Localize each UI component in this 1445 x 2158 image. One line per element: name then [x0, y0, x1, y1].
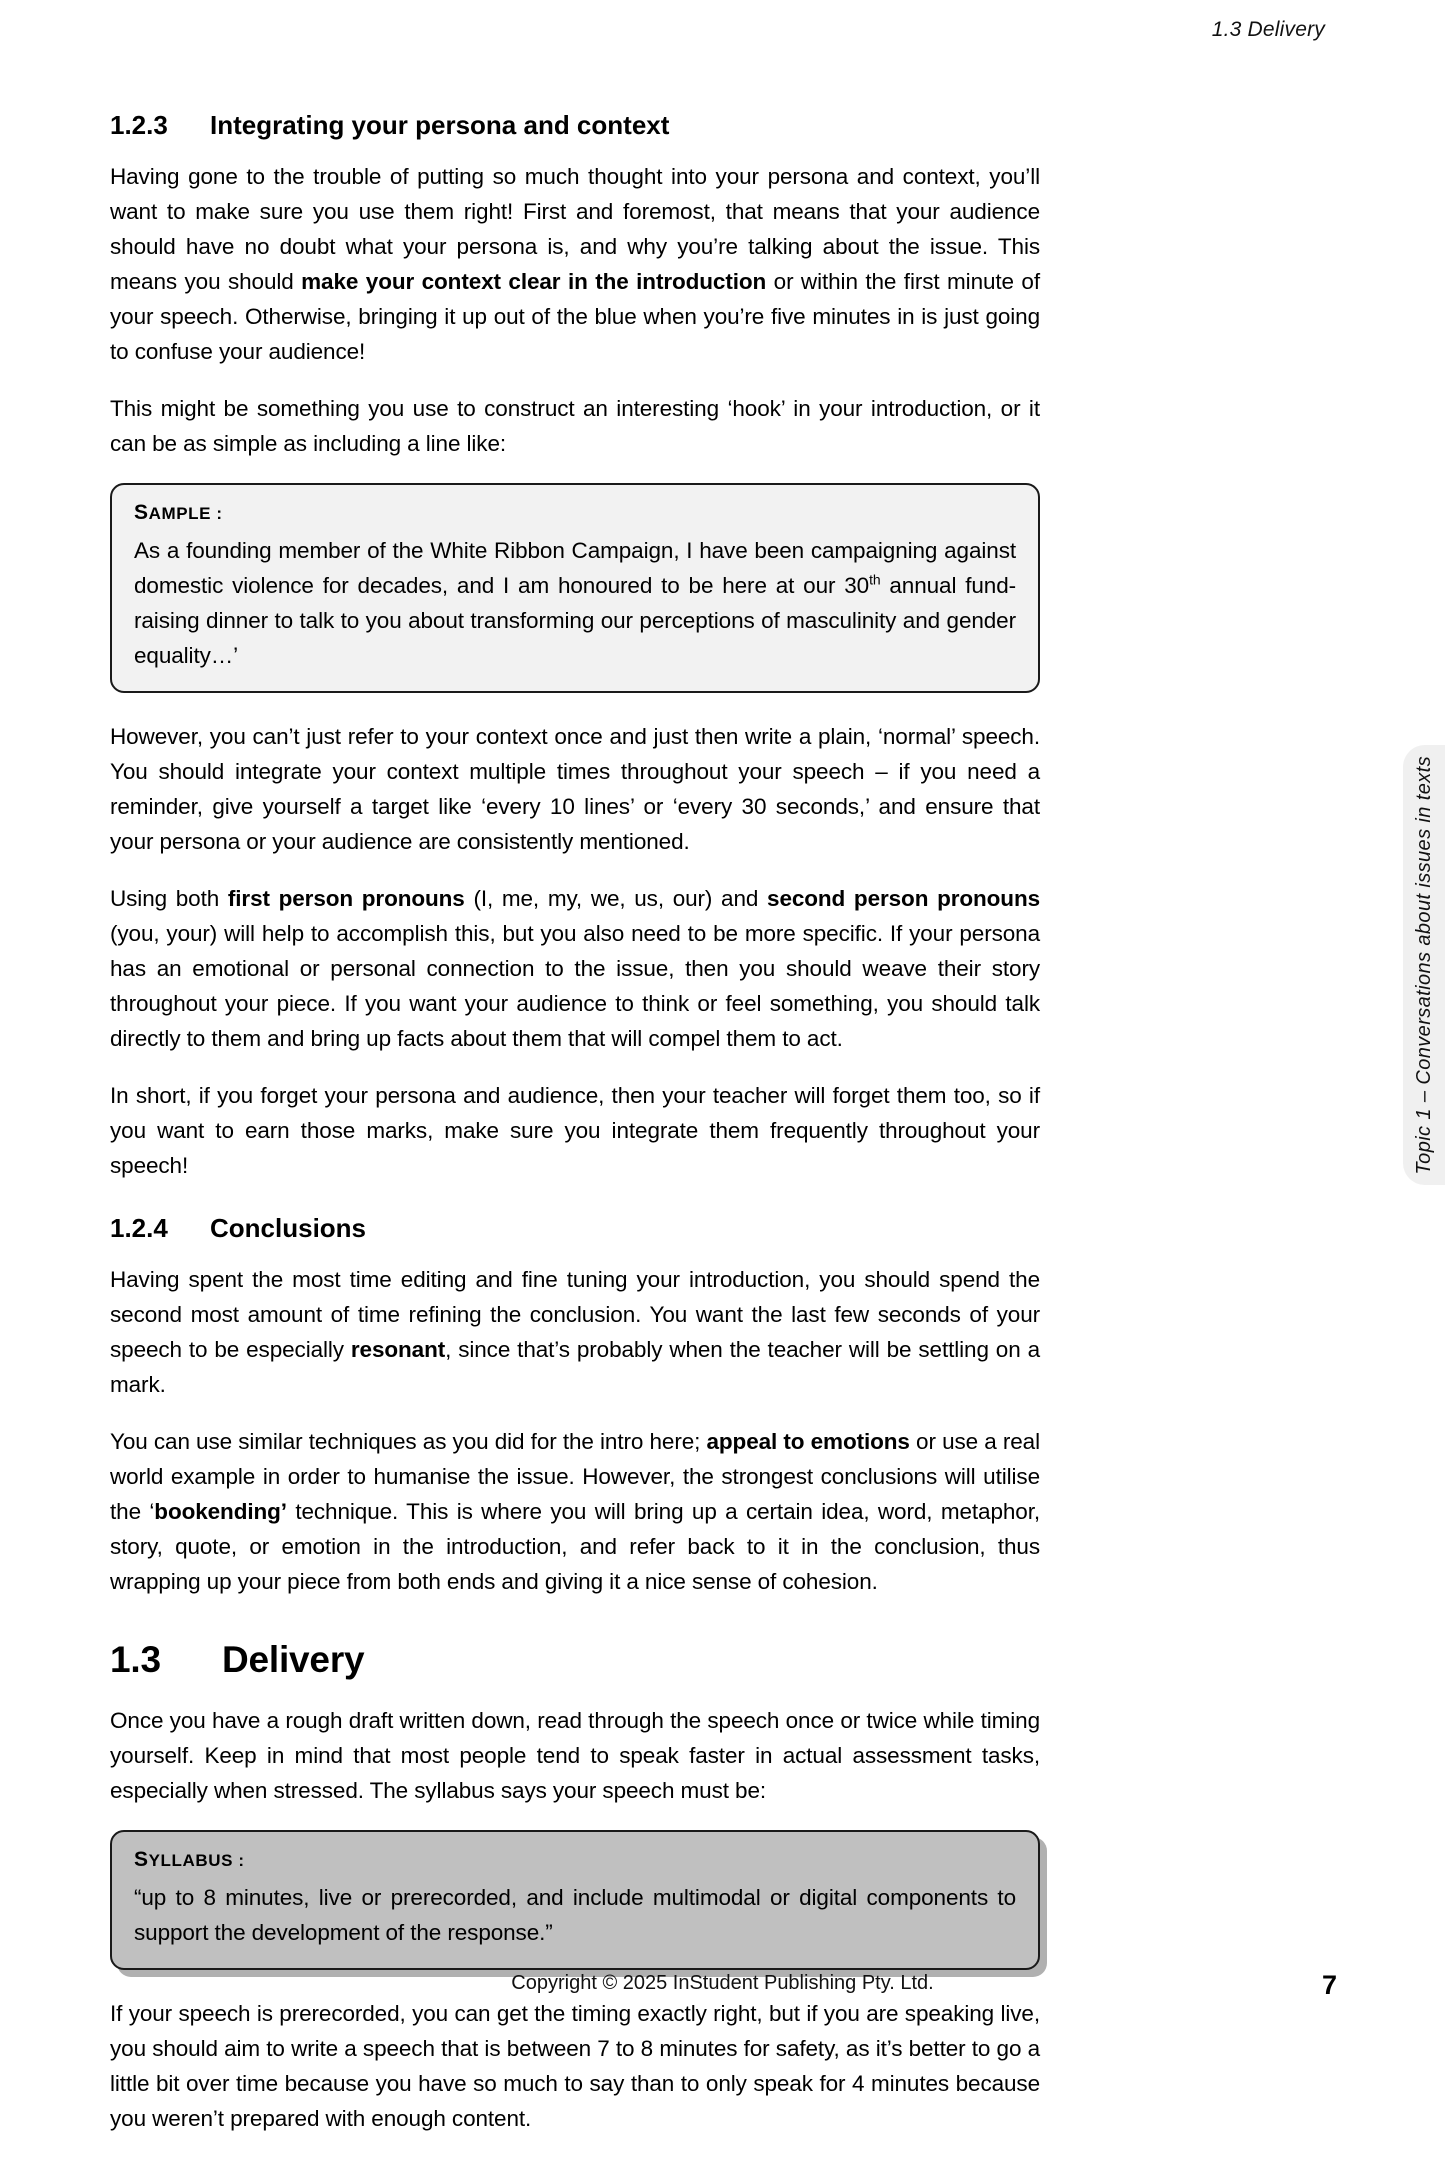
- topic-side-tab-label: Topic 1 – Conversations about issues in texts: [1412, 755, 1435, 1175]
- paragraph-123-5: In short, if you forget your persona and audience, then your teacher will forget them too, so if you want to earn those marks, make sure you integrate them frequently throughout your speech!: [110, 1083, 1040, 1178]
- page-number: 7: [1321, 1970, 1337, 2000]
- callout-sample-label-rest: AMPLE :: [148, 504, 223, 523]
- text-run: Having spent the most time editing and fine tuning your introduction, you should spend the second most amount of time refining the conclusion. You want the last few seconds of your speech to be especially: [110, 1267, 1040, 1362]
- callout-sample-label-cap: S: [134, 501, 149, 524]
- heading-1-3-title: Delivery: [222, 1639, 365, 1680]
- text-run: (I, me, my, we, us, our) and: [464, 886, 768, 911]
- paragraph-123-3: However, you can’t just refer to your context once and just then write a plain, ‘normal’ speech. You should integrate your context multiple times throughout your speech – if you need a reminder, give yourself a target like ‘every 10 lines’ or ‘every 30 seconds,’ and ensure that your persona or your audience are consistently mentioned.: [110, 724, 1040, 854]
- paragraph-123-1: [110, 159, 1040, 369]
- bold-run: second person pronouns: [767, 886, 1041, 911]
- text-run: Having gone to the trouble of putting so much thought into your persona and context, you’ll want to make sure you use them right! First and foremost, that means that your audience should have no doubt what your persona is, and why you’re talking about the issue. This means you should: [110, 164, 1040, 294]
- paragraph-124-2: [110, 1424, 1040, 1599]
- heading-1-3-number: 1.3: [110, 1639, 161, 1680]
- paragraph-13-1: Once you have a rough draft written down, read through the speech once or twice while timing yourself. Keep in mind that most people tend to speak faster in actual assessment tasks, especially when stressed. The syllabus says your speech must be:: [110, 1708, 1040, 1803]
- text-run: As a founding member of the White Ribbon Campaign, I have been campaigning against domestic violence for decades, and I am honoured to be here at our 30: [134, 538, 1016, 598]
- callout-syllabus-label-cap: S: [134, 1848, 149, 1871]
- paragraph-13-2: If your speech is prerecorded, you can get the timing exactly right, but if you are speaking live, you should aim to write a speech that is between 7 to 8 minutes for safety, as it’s better to go a little bit over time because you have so much to say than to only speak for 4 minutes because you weren’t prepared with enough content.: [110, 2001, 1040, 2131]
- superscript-ordinal: th: [869, 571, 881, 588]
- paragraph-123-4: [110, 881, 1040, 1056]
- bold-run: appeal to emotions: [706, 1429, 910, 1454]
- page-content: [110, 80, 1040, 2158]
- heading-1-2-3-number: 1.2.3: [110, 110, 168, 140]
- heading-1-2-3: [110, 110, 1040, 141]
- text-run: or within the first minute of your speech. Otherwise, bringing it up out of the blue when you’re five minutes in is just going to confuse your audience!: [110, 269, 1040, 364]
- topic-side-tab: [1403, 745, 1445, 1185]
- callout-syllabus-label-rest: YLLABUS :: [148, 1851, 245, 1870]
- text-run: or use a real world example in order to humanise the issue. However, the strongest conclusions will utilise the ‘: [110, 1429, 1040, 1524]
- heading-1-2-4-title: Conclusions: [210, 1213, 367, 1243]
- bold-run: resonant: [350, 1337, 446, 1362]
- callout-syllabus-label: [134, 1848, 1016, 1872]
- text-run: annual fund-raising dinner to talk to you about transforming our perceptions of masculinity and gender equality…’: [134, 573, 1016, 668]
- bold-run: bookending’: [154, 1499, 287, 1524]
- heading-1-2-4-number: 1.2.4: [110, 1213, 168, 1243]
- heading-1-2-4: [110, 1213, 1040, 1244]
- footer-copyright: Copyright © 2025 InStudent Publishing Pty. Ltd.: [511, 1972, 934, 1994]
- callout-sample-text: [134, 533, 1016, 673]
- paragraph-124-1: [110, 1262, 1040, 1402]
- callout-syllabus-text: “up to 8 minutes, live or prerecorded, and include multimodal or digital components to support the development of the response.”: [134, 1885, 1016, 1945]
- paragraph-123-2: This might be something you use to construct an interesting ‘hook’ in your introduction, or it can be as simple as including a line like:: [110, 396, 1040, 456]
- running-head: 1.3 Delivery: [1211, 18, 1325, 41]
- text-run: You can use similar techniques as you did for the intro here;: [110, 1429, 707, 1454]
- text-run: (you, your) will help to accomplish this, but you also need to be more specific. If your persona has an emotional or personal connection to the issue, then you should weave their story throughout your piece. If you want your audience to think or feel something, you should talk directly to them and bring up facts about them that will compel them to act.: [110, 921, 1040, 1051]
- heading-1-3: [110, 1639, 1040, 1681]
- bold-run: make your context clear in the introduction: [301, 269, 767, 294]
- heading-1-2-3-title: Integrating your persona and context: [210, 110, 670, 140]
- callout-sample: [110, 483, 1040, 693]
- bold-run: first person pronouns: [227, 886, 465, 911]
- text-run: technique. This is where you will bring up a certain idea, word, metaphor, story, quote, or emotion in the introduction, and refer back to it in the conclusion, thus wrapping up your piece from both ends and giving it a nice sense of cohesion.: [110, 1499, 1041, 1594]
- text-run: Using both: [110, 886, 228, 911]
- callout-sample-label: [134, 501, 1016, 525]
- text-run: , since that’s probably when the teacher will be settling on a mark.: [110, 1337, 1040, 1397]
- callout-syllabus: [110, 1830, 1040, 1970]
